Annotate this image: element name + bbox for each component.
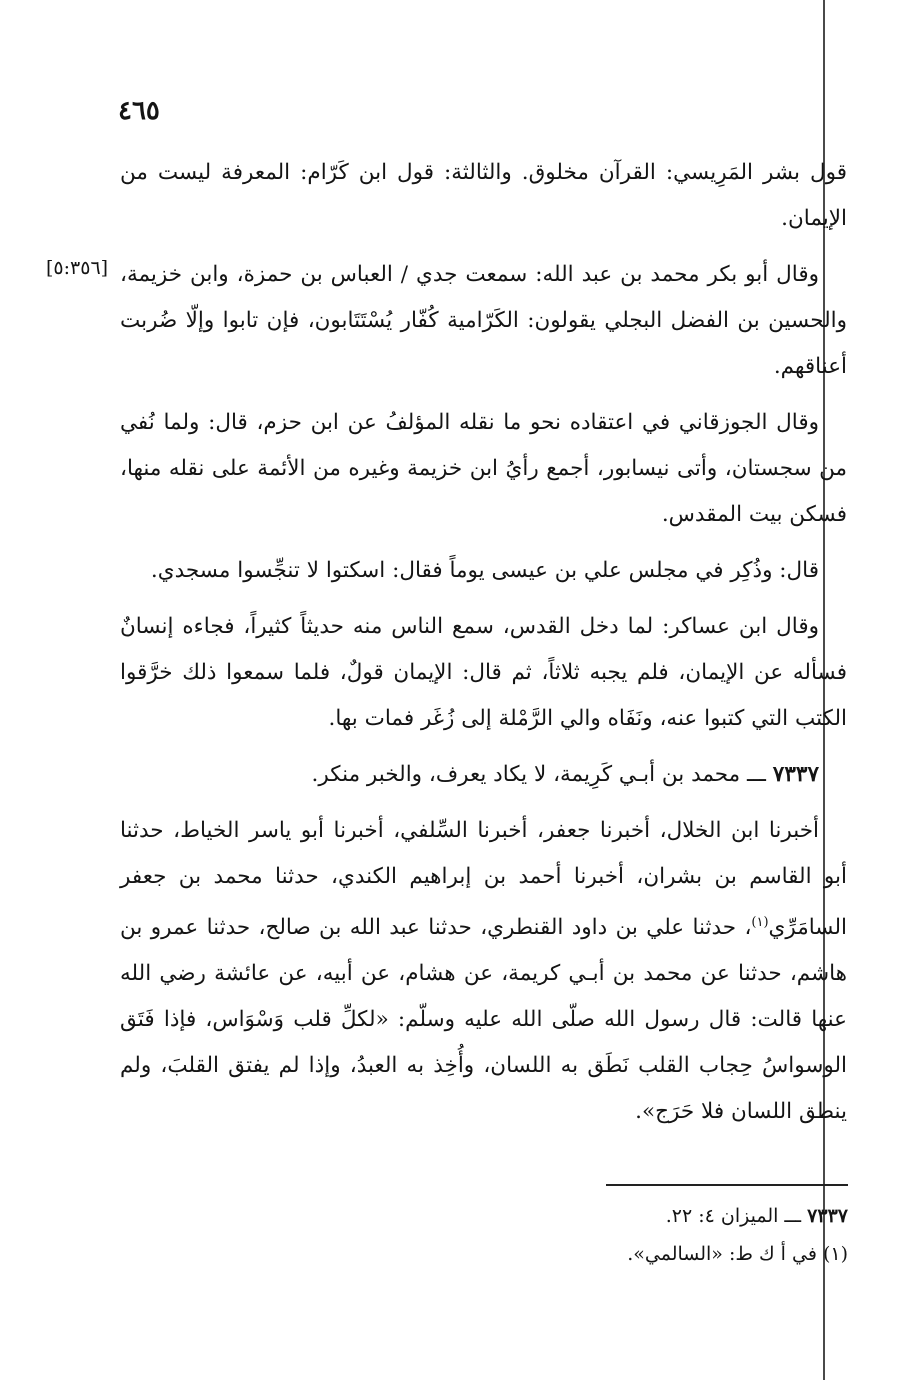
paragraph-3: وقال الجوزقاني في اعتقاده نحو ما نقله المؤلفُ عن ابن حزم، قال: ولما نُفي من سجستان، وأتى نيسابور، أجمع رأيُ ابن خزيمة وغيره من الأئمة على نقله منها، فسكن بيت المقدس. bbox=[120, 410, 847, 527]
entry-text: محمد بن أبـي كَرِيمة، لا يكاد يعرف، والخبر منكر. bbox=[311, 762, 741, 787]
paragraph-6-part-2: ، حدثنا علي بن داود القنطري، حدثنا عبد الله بن صالح، حدثنا عمرو بن هاشم، حدثنا عن محمد بن أبـي كريمة، عن هشام، عن أبيه، عن عائشة رضي الله عنها قالت: قال رسول الله صلّى الله عليه وسلّم: «لكلِّ قلب وَسْوَاس، فإذا فَتَق الوسواسُ حِجاب القلب نَطَق به اللسان، وأُخِذ به العبدُ، وإذا لم يفتق القلبَ، ولم ينطق اللسان فلا حَرَج». bbox=[120, 915, 847, 1125]
paragraph-1: قول بشر المَرِيسي: القرآن مخلوق. والثالثة: قول ابن كَرّام: المعرفة ليست من الإيمان. bbox=[120, 160, 847, 231]
footnote-2 bbox=[400, 1235, 848, 1273]
footnote-2-text: في أ ك ط: «السالمي». bbox=[627, 1243, 823, 1265]
footnote-1-text: ـــ الميزان ٤: ٢٢. bbox=[665, 1205, 808, 1227]
margin-reference: [٥:٣٥٦] bbox=[46, 257, 109, 279]
footnote-1-number: ٧٣٣٧ bbox=[807, 1205, 848, 1227]
page-number: ٤٦٥ bbox=[118, 96, 160, 126]
main-text bbox=[120, 150, 847, 1145]
entry-number: ٧٣٣٧ bbox=[772, 762, 819, 787]
footnote-divider bbox=[606, 1184, 848, 1186]
paragraph-6 bbox=[120, 808, 847, 1135]
footnotes bbox=[400, 1197, 848, 1273]
paragraph-5: وقال ابن عساكر: لما دخل القدس، سمع الناس منه حديثاً كثيراً، فجاءه إنسانٌ فسأله عن الإيمان، فلم يجبه ثلاثاً، ثم قال: الإيمان قولٌ، فلما سمعوا ذلك خرَّقوا الكتب التي كتبوا عنه، ونَفَاه والي الرَّمْلة إلى زُغَر فمات بها. bbox=[120, 614, 847, 731]
paragraph-6-part-1: أخبرنا ابن الخلال، أخبرنا جعفر، أخبرنا السِّلفي، أخبرنا أبو ياسر الخياط، حدثنا أبو القاسم بن بشران، أخبرنا أحمد بن إبراهيم الكندي، حدثنا محمد بن جعفر السامَرِّي bbox=[120, 818, 847, 941]
footnote-marker: (١) bbox=[751, 915, 769, 930]
entry-heading bbox=[120, 752, 847, 798]
entry-dash: ـــ bbox=[740, 762, 773, 787]
footnote-1 bbox=[400, 1197, 848, 1235]
footnote-2-number: (١) bbox=[822, 1243, 848, 1265]
paragraph-2: وقال أبو بكر محمد بن عبد الله: سمعت جدي / العباس بن حمزة، وابن خزيمة، والحسين بن الفضل البجلي يقولون: الكَرّامية كُفّار يُسْتَتَابون، فإن تابوا وإلّا ضُربت أعناقهم. bbox=[120, 262, 847, 379]
paragraph-4: قال: وذُكِر في مجلس علي بن عيسى يوماً فقال: اسكتوا لا تنجِّسوا مسجدي. bbox=[150, 558, 819, 583]
